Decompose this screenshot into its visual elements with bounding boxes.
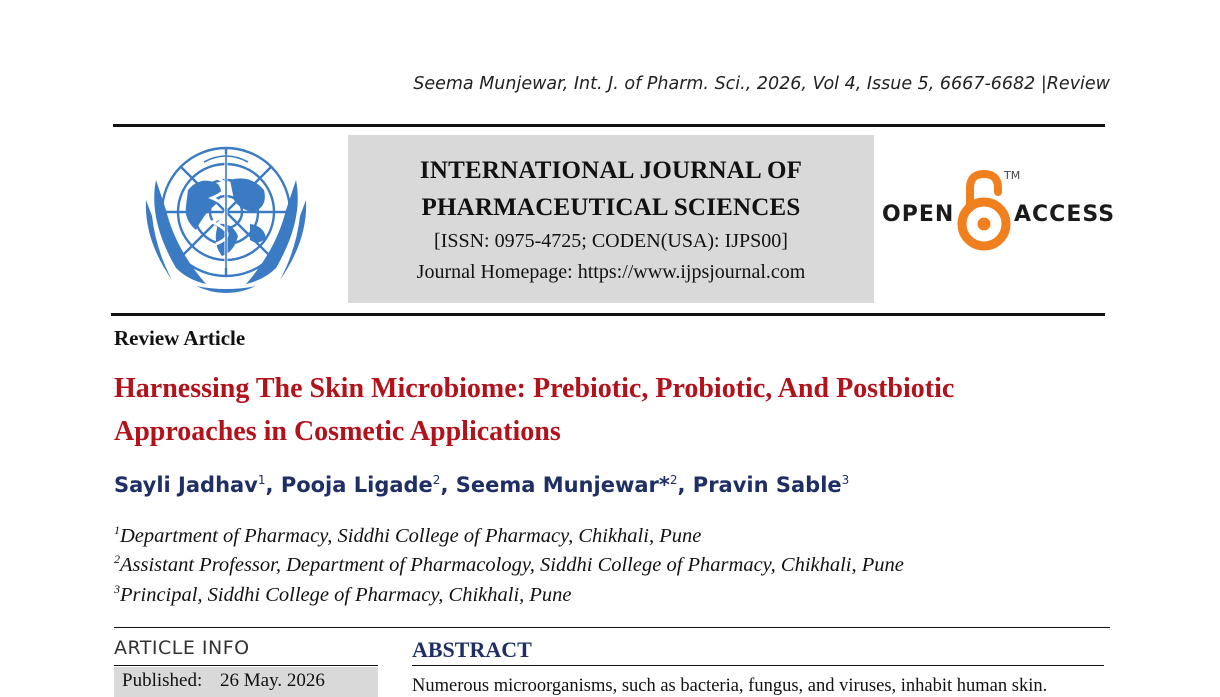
article-title-line1: Harnessing The Skin Microbiome: Prebiotic, Probiotic, And Postbiotic (114, 373, 955, 404)
journal-masthead (348, 135, 874, 303)
article-title-line2: Approaches in Cosmetic Applications (114, 416, 561, 447)
abstract-heading: ABSTRACT (412, 637, 532, 662)
author-separator: , (440, 473, 456, 497)
journal-homepage: Journal Homepage: https://www.ijpsjournal.com (416, 261, 806, 283)
affiliation-text: Assistant Professor, Department of Pharmacology, Siddhi College of Pharmacy, Chikhali, Pune (120, 554, 904, 576)
author-affiliation-mark: 3 (841, 473, 850, 487)
journal-logo (126, 140, 326, 306)
affiliation-1 (114, 525, 701, 548)
trademark-mark: TM (1004, 169, 1021, 182)
author-separator: , (265, 473, 281, 497)
section-rule (114, 627, 1110, 628)
published-label: Published: (122, 670, 203, 691)
un-emblem-icon (126, 140, 326, 306)
journal-name (348, 152, 874, 226)
author-separator: , (677, 473, 693, 497)
article-info-heading: ARTICLE INFO (114, 637, 250, 659)
running-header: Seema Munjewar, Int. J. of Pharm. Sci., 2026, Vol 4, Issue 5, 6667-6682 |Review (413, 74, 1110, 94)
affiliation-2 (114, 554, 904, 577)
author-affiliation-mark: 2 (669, 473, 678, 487)
affiliation-number: 2 (114, 552, 120, 567)
abstract-rule (412, 665, 1104, 666)
author-name: Pravin Sable (692, 473, 842, 497)
author-affiliation-mark: 1 (257, 473, 266, 487)
affiliation-text: Principal, Siddhi College of Pharmacy, Chikhali, Pune (120, 584, 572, 606)
abstract-text: Numerous microorganisms, such as bacteria, fungus, and viruses, inhabit human skin. (412, 676, 1048, 696)
access-label: ACCESS (1014, 202, 1116, 227)
published-row (114, 667, 378, 697)
article-info-rule (114, 665, 378, 666)
author-list (114, 473, 849, 497)
issn-line: [ISSN: 0975-4725; CODEN(USA): IJPS00] (434, 230, 788, 252)
author-name: Pooja Ligade (280, 473, 433, 497)
article-title (114, 367, 1114, 453)
author-name: Seema Munjewar* (455, 473, 670, 497)
affiliation-3 (114, 584, 572, 607)
journal-name-line2: PHARMACEUTICAL SCIENCES (421, 194, 801, 221)
affiliation-number: 1 (114, 523, 120, 538)
affiliation-text: Department of Pharmacy, Siddhi College of Pharmacy, Chikhali, Pune (120, 525, 702, 547)
author-affiliation-mark: 2 (432, 473, 441, 487)
open-access-badge (880, 168, 1116, 252)
masthead-bottom-rule (111, 313, 1105, 316)
article-type: Review Article (114, 326, 246, 350)
author-name: Sayli Jadhav (114, 473, 258, 497)
affiliation-number: 3 (114, 582, 120, 597)
top-rule (113, 124, 1105, 127)
published-date: 26 May. 2026 (220, 670, 325, 691)
journal-name-line1: INTERNATIONAL JOURNAL OF (419, 157, 803, 184)
open-label: OPEN (882, 202, 955, 227)
